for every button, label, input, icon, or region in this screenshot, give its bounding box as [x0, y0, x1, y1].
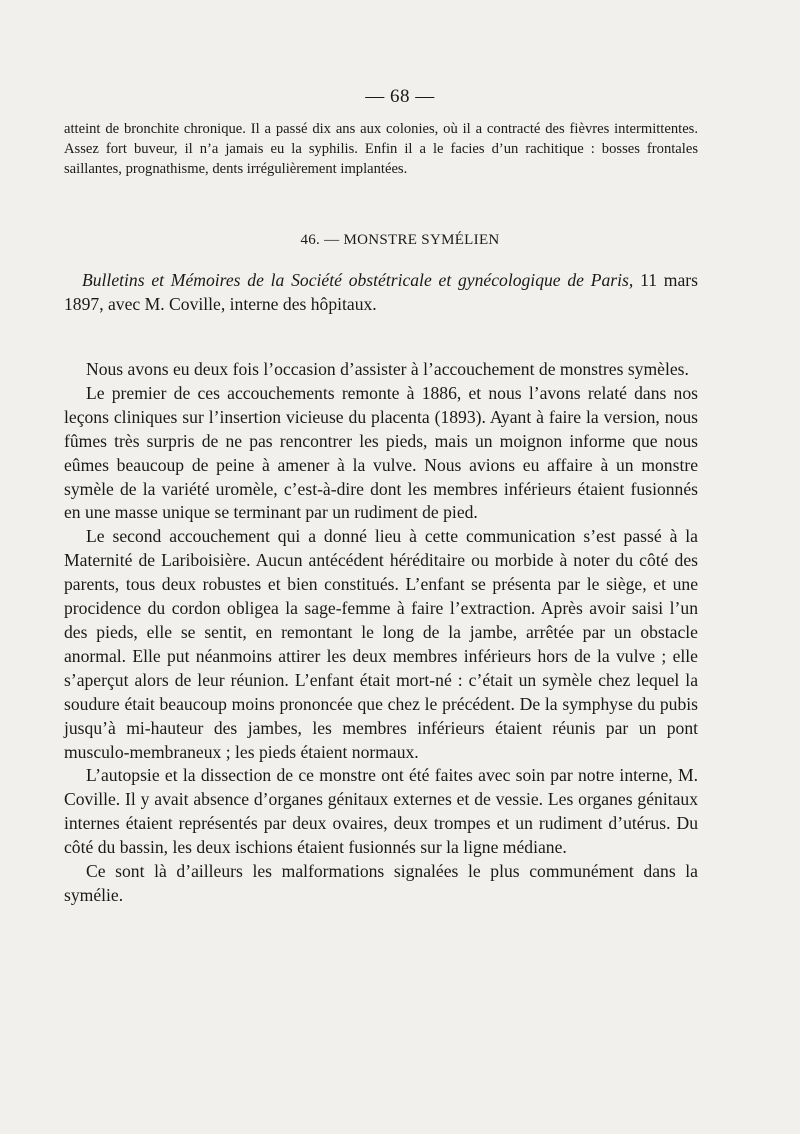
body-text — [64, 358, 698, 908]
page-number: — 68 — — [365, 86, 435, 107]
section-heading: 46. — MONSTRE SYMÉLIEN — [300, 232, 500, 248]
citation-details: 11 mars 1897, avec M. Coville, interne des hôpitaux. — [64, 270, 698, 314]
citation — [64, 268, 698, 316]
intro-paragraph: atteint de bronchite chronique. Il a passé dix ans aux colonies, où il a contracté des fièvres intermittentes. Assez fort buveur, il n’a jamais eu la syphilis. Enfin il a le facies d’un rachitique : bosses frontales saillantes, prognathisme, dents irrégulièrement implantées. — [64, 121, 698, 177]
body-paragraph: Le second accouchement qui a donné lieu à cette communication s’est passé à la Maternité de Lariboisière. Aucun antécédent héréditaire ou morbide à noter du côté des parents, tous deux robustes et bien constitués. L’enfant se présenta par le siège, et une procidence du cordon obligea la sage-femme à faire l’extraction. Après avoir saisi l’un des pieds, elle se sentit, en remontant le long de la jambe, arrêtée par un obstacle anormal. Elle put néanmoins attirer les deux membres inférieurs hors de la vulve ; elle s’aperçut alors de leur réunion. L’enfant était mort-né : c’était un symèle chez lequel la soudure était beaucoup moins prononcée que chez le précédent. De la symphyse du pubis jusqu’à mi-hauteur des jambes, les membres inférieurs étaient réunis par un pont musculo-membraneux ; les pieds étaient normaux. — [64, 526, 698, 762]
body-paragraph: Ce sont là d’ailleurs les malformations signalées le plus communément dans la symélie. — [64, 861, 698, 905]
body-paragraph: Nous avons eu deux fois l’occasion d’assister à l’accouchement de monstres symèles. — [86, 359, 689, 379]
body-paragraph: Le premier de ces accouchements remonte à 1886, et nous l’avons relaté dans nos leçons cliniques sur l’insertion vicieuse du placenta (1893). Ayant à faire la version, nous fûmes très surpris de ne pas rencontrer les pieds, mais un moignon informe que nous eûmes beaucoup de peine à amener à la vulve. Nous avions eu affaire à un monstre symèle de la variété uromèle, c’est-à-dire dont les membres inférieurs étaient fusionnés en une masse unique se terminant par un rudiment de pied. — [64, 382, 698, 523]
body-paragraph: L’autopsie et la dissection de ce monstre ont été faites avec soin par notre interne, M. Coville. Il y avait absence d’organes génitaux externes et de vessie. Les organes génitaux internes étaient représentés par deux ovaires, deux trompes et un rudiment d’utérus. Du côté du bassin, les deux ischions étaient fusionnés sur la ligne médiane. — [64, 765, 698, 858]
citation-journal: Bulletins et Mémoires de la Société obstétricale et gynécologique de Paris, — [82, 270, 634, 290]
